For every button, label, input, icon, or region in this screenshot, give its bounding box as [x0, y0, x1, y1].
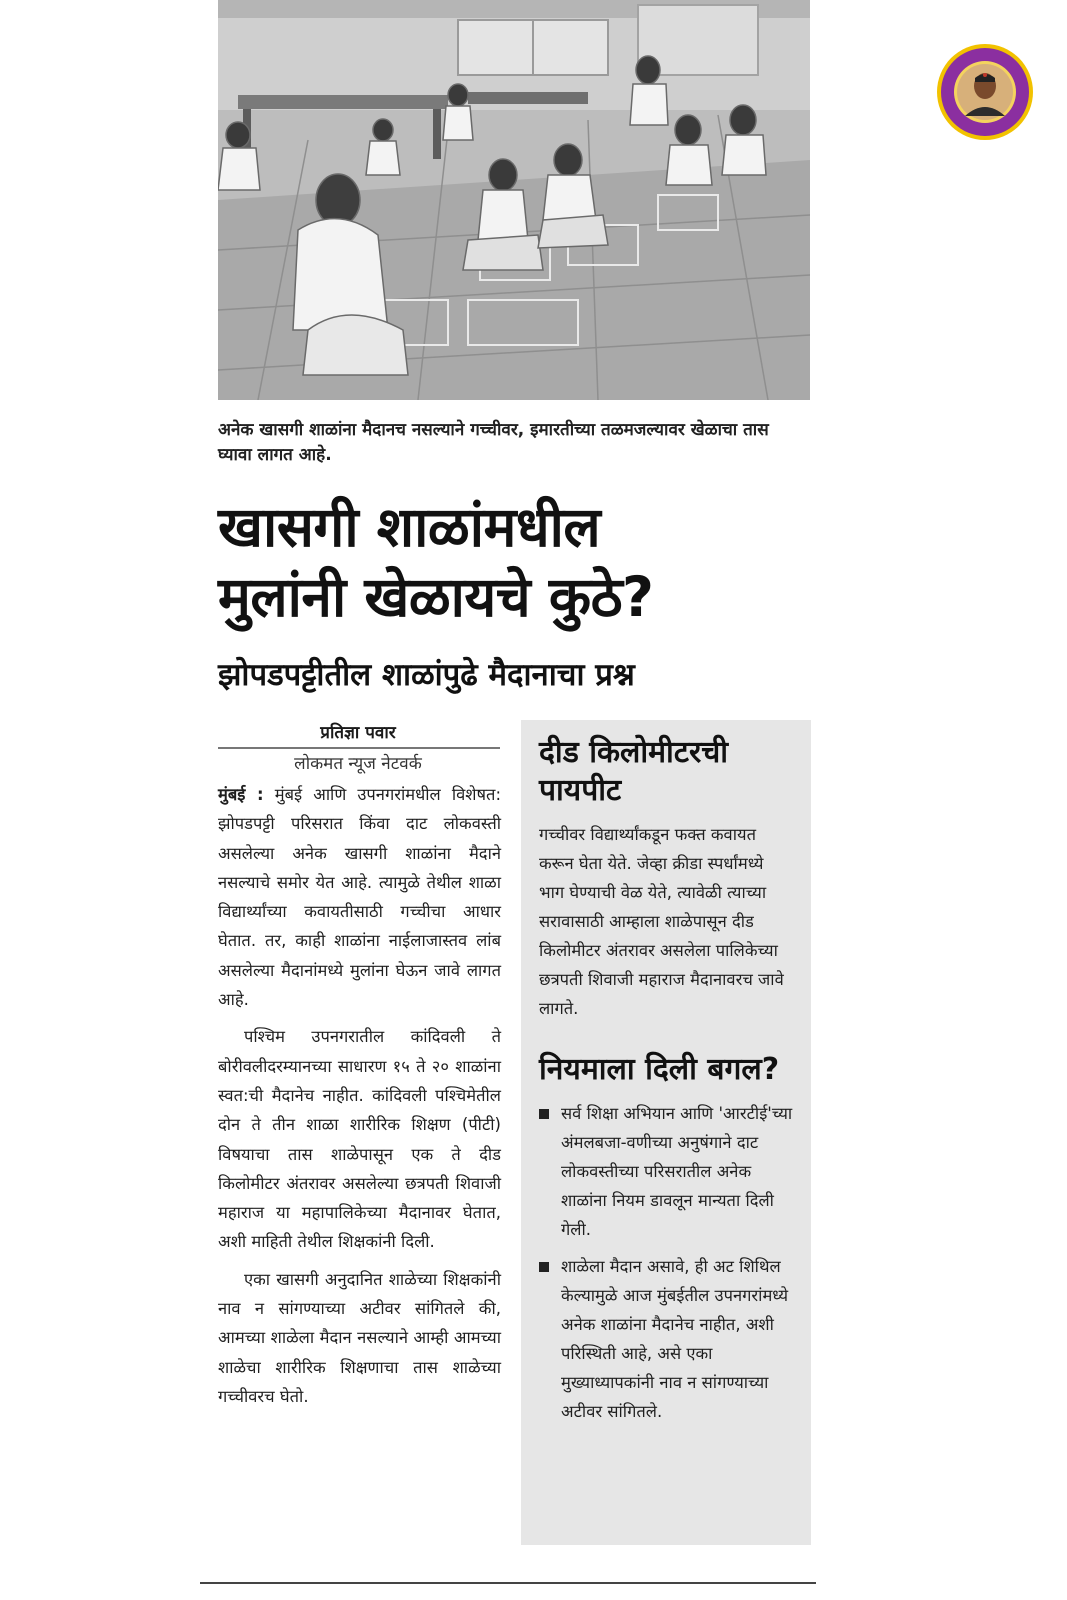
article-subheadline: झोपडपट्टीतील शाळांपुढे मैदानाचा प्रश्न	[218, 657, 635, 693]
body-paragraph-1	[218, 780, 501, 1014]
body-paragraph-2: पश्चिम उपनगरातील कांदिवली ते बोरीवलीदरम्यानच्या साधारण १५ ते २० शाळांना स्वत:ची मैदानेच नाहीत. कांदिवली पश्चिमेतील दोन ते तीन शाळा शारीरिक शिक्षण (पीटी) विषयाचा तास शाळेपासून एक ते दीड किलोमीटर अंतरावर असलेल्या छत्रपती शिवाजी महाराज या महापालिकेच्या मैदानावर घेतात, अशी माहिती तेथील शिक्षकांनी दिली.	[218, 1027, 501, 1252]
byline-organization: लोकमत न्यूज नेटवर्क	[294, 754, 422, 774]
body-paragraph-3: एका खासगी अनुदानित शाळेच्या शिक्षकांनी नाव न सांगण्याच्या अटीवर सांगितले की, आमच्या शाळेला मैदान नसल्याने आम्ही आमच्या शाळेचा शारीरिक शिक्षणाचा तास शाळेच्या गच्चीवरच घेतो.	[218, 1269, 501, 1406]
schoolchildren-playing-photo	[218, 0, 810, 400]
article-headline	[218, 492, 818, 632]
portrait-seal-logo	[935, 42, 1035, 142]
sidebar-title-2: नियमाला दिली बगल?	[539, 1052, 780, 1087]
list-item-text: शाळेला मैदान असावे, ही अट शिथिल केल्यामुळे आज मुंबईतील उपनगरांमध्ये अनेक शाळांना मैदानेच नाहीत, अशी परिस्थिती आहे, असे एका मुख्याध्यापकांनी नाव न सांगण्याच्या अटीवर सांगितले.	[561, 1257, 789, 1421]
sidebar-box	[521, 720, 811, 1545]
seal-icon	[935, 42, 1035, 142]
photo-caption: अनेक खासगी शाळांना मैदानच नसल्याने गच्चीवर, इमारतीच्या तळमजल्यावर खेळाचा तास घ्यावा लागत आहे.	[218, 420, 769, 465]
list-item-text: सर्व शिक्षा अभियान आणि 'आरटीई'च्या अंमलबजा-वणीच्या अनुषंगाने दाट लोकवस्तीच्या परिसरातील अनेक शाळांना नियम डावलून मान्यता दिली गेली.	[561, 1104, 793, 1239]
sidebar-text-1: गच्चीवर विद्यार्थ्यांकडून फक्त कवायत करून घेता येते. जेव्हा क्रीडा स्पर्धांमध्ये भाग घेण्याची वेळ येते, त्यावेळी त्याच्या सरावासाठी आम्हाला शाळेपासून दीड किलोमीटर अंतरावर असलेला पालिकेच्या छत्रपती शिवाजी महाराज मैदानावरच जावे लागते.	[539, 825, 784, 1018]
square-bullet-icon	[539, 1262, 549, 1272]
sidebar-title-1: दीड किलोमीटरची पायपीट	[539, 735, 729, 808]
list-item	[539, 1252, 793, 1426]
headline-line-1: खासगी शाळांमधील	[218, 495, 601, 559]
byline-author: प्रतिज्ञा पवार	[320, 723, 396, 743]
sidebar-bullet-list	[539, 1099, 793, 1426]
byline-divider	[218, 747, 500, 749]
dateline: मुंबई :	[218, 785, 264, 804]
list-item	[539, 1099, 793, 1244]
article-photo	[218, 0, 810, 400]
headline-line-2: मुलांनी खेळायचे कुठे?	[218, 565, 654, 629]
body-paragraph-1-text: मुंबई आणि उपनगरांमधील विशेषत: झोपडपट्टी परिसरात किंवा दाट लोकवस्ती असलेल्या अनेक खासगी शाळांना मैदाने नसल्याचे समोर येत आहे. त्यामुळे तेथील शाळा विद्यार्थ्यांच्या कवायतीसाठी गच्चीचा आधार घेतात. तर, काही शाळांना नाईलाजास्तव लांब असलेल्या मैदानांमध्ये मुलांना घेऊन जावे लागत आहे.	[218, 785, 501, 1010]
square-bullet-icon	[539, 1109, 549, 1119]
bottom-divider	[200, 1582, 816, 1584]
article-body	[218, 780, 501, 1411]
